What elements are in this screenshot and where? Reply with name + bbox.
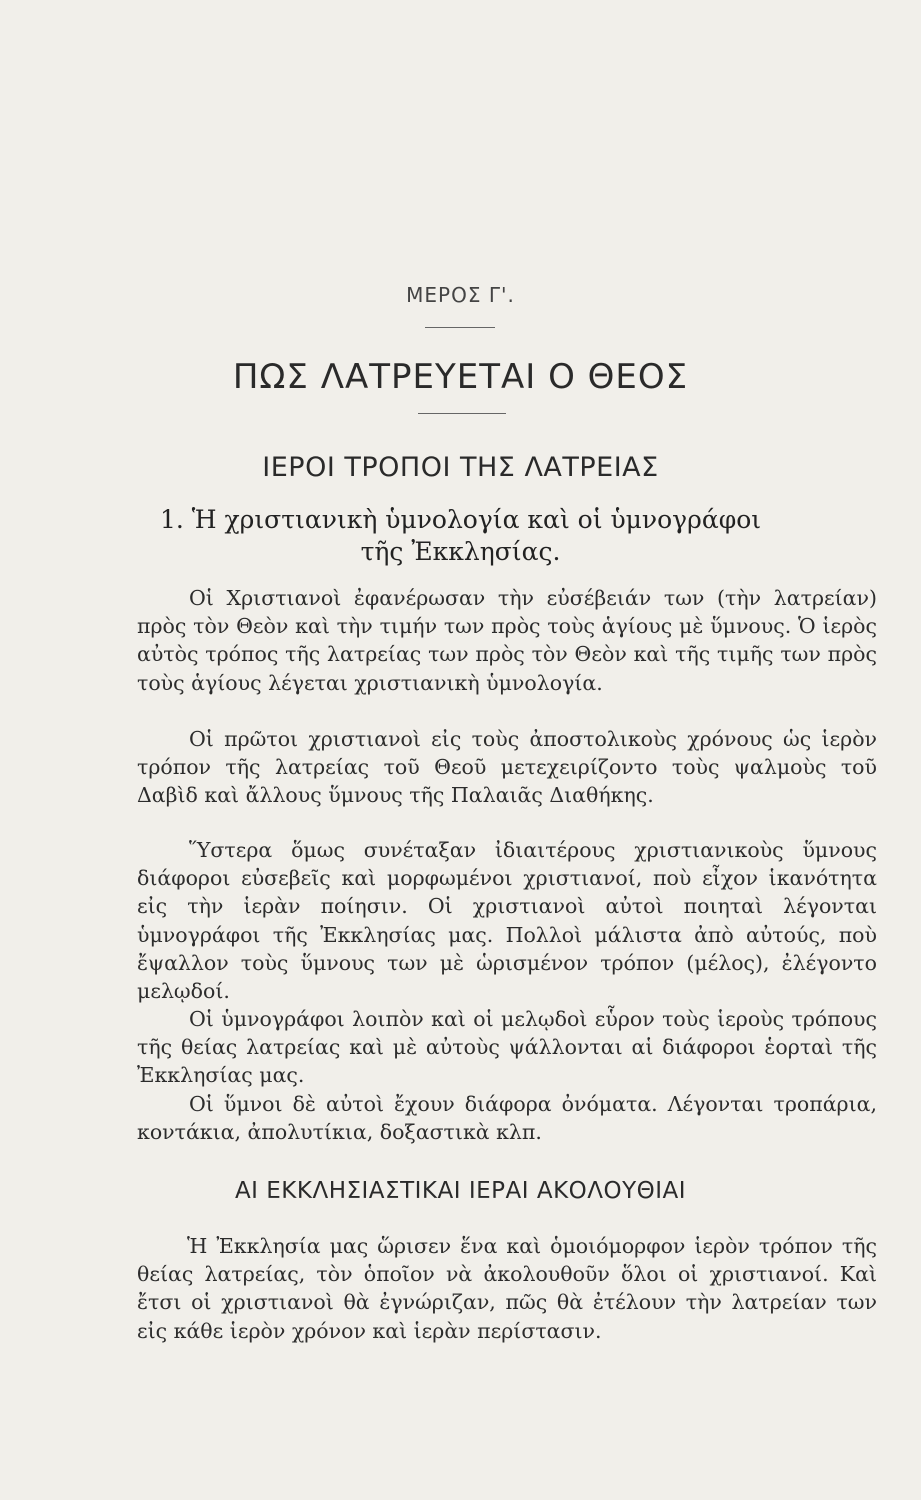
paragraph-final: Ἡ Ἐκκλησία μας ὥρισεν ἕνα καὶ ὁμοιόμορφον ἱερὸν τρόπον τῆς θείας λατρείας, τὸν ὁποῖον νὰ ἀκολουθοῦν ὅλοι οἱ χριστιανοί. Καὶ ἔτσι οἱ χριστιανοὶ θὰ ἐγνώριζαν, πῶς θὰ ἐτέλουν τὴν λατρείαν των εἰς κάθε ἱερὸν χρόνον καὶ ἱερὰν περίστασιν. — [137, 1234, 877, 1343]
subsection-title-line1: 1. Ἡ χριστιανικὴ ὑμνολογία καὶ οἱ ὑμνογράφοι — [159, 505, 762, 534]
divider-rule-top — [425, 327, 495, 328]
divider-rule-bottom — [418, 413, 506, 414]
paragraph-2: Οἱ πρῶτοι χριστιανοὶ εἰς τοὺς ἀποστολικοὺς χρόνους ὡς ἱερὸν τρόπον τῆς λατρείας τοῦ Θεοῦ μετεχειρίζοντο τοὺς ψαλμοὺς τοῦ Δαβὶδ καὶ ἄλλους ὕμνους τῆς Παλαιᾶς Διαθήκης. — [137, 727, 877, 808]
paragraph-1: Οἱ Χριστιανοὶ ἐφανέρωσαν τὴν εὐσέβειάν των (τὴν λατρείαν) πρὸς τὸν Θεὸν καὶ τὴν τιμήν των πρὸς τοὺς ἁγίους μὲ ὕμνους. Ὁ ἱερὸς αὐτὸς τρόπος τῆς λατρείας των πρὸς τὸν Θεὸν καὶ τῆς τιμῆς των πρὸς τοὺς ἁγίους λέγεται χριστιανικὴ ὑμνολογία. — [137, 586, 877, 695]
main-title: ΠΩΣ ΛΑΤΡΕΥΕΤΑΙ Ο ΘΕΟΣ — [232, 357, 689, 397]
section-title-sacred-ways: ΙΕΡΟΙ ΤΡΟΠΟΙ ΤΗΣ ΛΑΤΡΕΙΑΣ — [262, 452, 659, 483]
subsection-title-line2: τῆς Ἐκκλησίας. — [360, 537, 561, 566]
section-title-services: ΑΙ ΕΚΚΛΗΣΙΑΣΤΙΚΑΙ ΙΕΡΑΙ ΑΚΟΛΟΥΘΙΑΙ — [234, 1178, 687, 1204]
paragraph-3: Ὕστερα ὅμως συνέταξαν ἰδιαιτέρους χριστιανικοὺς ὕμνους διάφοροι εὐσεβεῖς καὶ μορφωμένοι χριστιανοί, ποὺ εἶχον ἱκανότητα εἰς τὴν ἱερὰν ποίησιν. Οἱ χριστιανοὶ αὐτοὶ ποιηταὶ λέγονται ὑμνογράφοι τῆς Ἐκκλησίας μας. Πολλοὶ μάλιστα ἀπὸ αὐτούς, ποὺ ἔψαλλον τοὺς ὕμνους των μὲ ὡρισμένον τρόπον (μέλος), ἐλέγοντο μελῳδοί. — [137, 838, 877, 1004]
paragraph-4: Οἱ ὑμνογράφοι λοιπὸν καὶ οἱ μελῳδοὶ εὗρον τοὺς ἱεροὺς τρόπους τῆς θείας λατρείας καὶ μὲ αὐτοὺς ψάλλονται αἱ διάφοροι ἑορταὶ τῆς Ἐκκλησίας μας. — [137, 1007, 877, 1088]
part-label: ΜΕΡΟΣ Γ'. — [406, 283, 515, 307]
paragraph-5: Οἱ ὕμνοι δὲ αὐτοὶ ἔχουν διάφορα ὀνόματα. Λέγονται τροπάρια, κοντάκια, ἀπολυτίκια, δοξαστικὰ κλπ. — [137, 1092, 877, 1145]
